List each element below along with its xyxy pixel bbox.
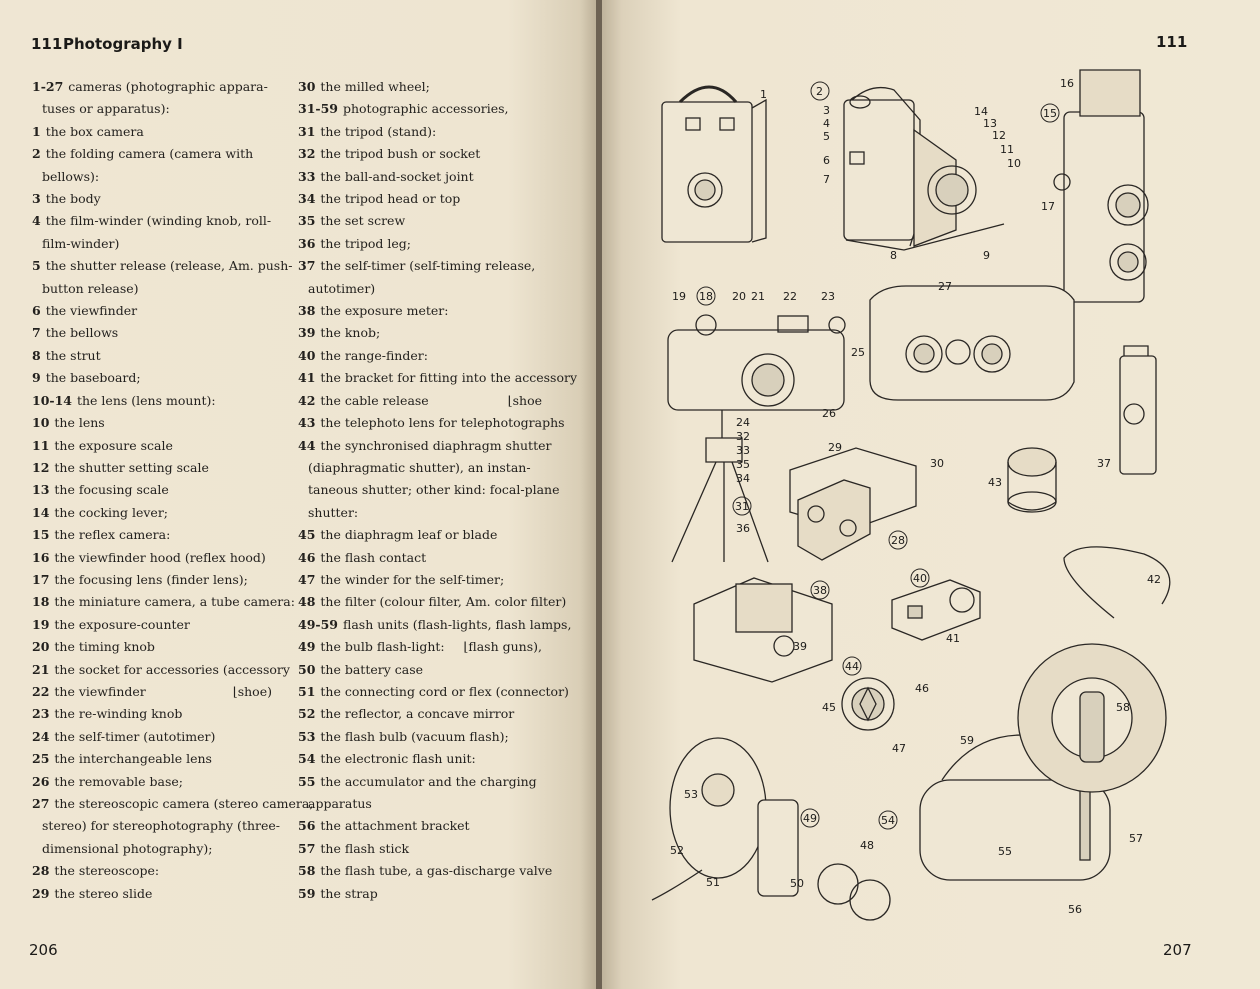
glossary-entry xyxy=(298,233,542,255)
glossary-entry xyxy=(298,659,542,681)
glossary-entry xyxy=(298,547,542,569)
entry-number: 20 xyxy=(32,639,50,655)
entry-text: the film-winder (winding knob, roll- xyxy=(45,213,272,229)
glossary-entry xyxy=(298,569,542,591)
entry-text: the shutter release (release, Am. push- xyxy=(45,258,293,274)
entry-number: 2 xyxy=(32,146,41,162)
entry-number: 4 xyxy=(32,213,41,229)
callout-18: 18 xyxy=(699,290,713,303)
bulb-flash-illustration xyxy=(652,738,798,900)
entry-text: the re-winding knob xyxy=(54,706,183,722)
left-page xyxy=(0,0,598,989)
filter-illustration xyxy=(818,864,890,920)
entry-number: 29 xyxy=(32,885,50,901)
glossary-entry xyxy=(32,838,282,860)
entry-number: 25 xyxy=(32,751,50,767)
entry-number: 13 xyxy=(32,482,50,498)
entry-text: bellows): xyxy=(42,168,100,184)
glossary-entry xyxy=(298,300,542,322)
entry-number: 17 xyxy=(32,571,50,587)
callout-11: 11 xyxy=(1000,143,1014,156)
glossary-entry xyxy=(298,815,542,837)
callout-16: 16 xyxy=(1060,77,1074,90)
reflex-camera-illustration xyxy=(1054,70,1148,302)
entry-number: 6 xyxy=(32,303,41,319)
entry-text: the viewfinder xyxy=(54,683,146,699)
callout-55: 55 xyxy=(998,845,1012,858)
entry-text: the knob; xyxy=(320,325,381,341)
glossary-entry xyxy=(32,479,272,501)
callout-21: 21 xyxy=(751,290,765,303)
glossary-entry xyxy=(298,726,542,748)
entry-text: the tripod head or top xyxy=(320,191,461,207)
entry-number: 10 xyxy=(32,415,50,431)
entry-text: the strap xyxy=(320,885,378,901)
self-timer-illustration xyxy=(1120,346,1156,474)
entry-number: 41 xyxy=(298,370,316,386)
entry-number: 12 xyxy=(32,459,50,475)
entry-text: the lens (lens mount): xyxy=(76,392,216,408)
callout-51: 51 xyxy=(706,876,720,889)
callout-4: 4 xyxy=(823,117,830,130)
entry-text: the cocking lever; xyxy=(54,504,169,520)
callout-57: 57 xyxy=(1129,832,1143,845)
glossary-entry xyxy=(32,793,314,815)
entry-number: 18 xyxy=(32,594,50,610)
callout-14: 14 xyxy=(974,105,988,118)
entry-number: 8 xyxy=(32,347,41,363)
glossary-entry xyxy=(298,345,542,367)
entry-text: the telephoto lens for telephotographs xyxy=(320,415,565,431)
callout-26: 26 xyxy=(822,407,836,420)
glossary-entry xyxy=(298,210,542,232)
entry-text: the electronic flash unit: xyxy=(320,751,476,767)
page-header-number: 111 xyxy=(31,35,63,53)
entry-number: 11 xyxy=(32,437,50,453)
entry-text: the winder for the self-timer; xyxy=(320,571,505,587)
glossary-entry xyxy=(298,479,560,501)
callout-3: 3 xyxy=(823,104,830,117)
entry-text: the exposure meter: xyxy=(320,303,449,319)
callout-33: 33 xyxy=(736,444,750,457)
entry-number: 28 xyxy=(32,863,50,879)
callout-38: 38 xyxy=(813,584,827,597)
glossary-entry xyxy=(32,681,272,703)
entry-number: 49 xyxy=(298,639,316,655)
entry-text: the self-timer (autotimer) xyxy=(54,728,216,744)
entry-number: 37 xyxy=(298,258,316,274)
entry-number: 7 xyxy=(32,325,41,341)
callout-58: 58 xyxy=(1116,701,1130,714)
callout-37: 37 xyxy=(1097,457,1111,470)
entry-text: the interchangeable lens xyxy=(54,751,212,767)
callout-40: 40 xyxy=(913,572,927,585)
entry-number: 15 xyxy=(32,527,50,543)
callout-54: 54 xyxy=(881,814,895,827)
entry-text: the baseboard; xyxy=(45,370,141,386)
entry-text: the tripod leg; xyxy=(320,235,411,251)
glossary-entry xyxy=(298,255,542,277)
glossary-entry xyxy=(298,98,542,120)
callout-59: 59 xyxy=(960,734,974,747)
glossary-entry xyxy=(32,748,272,770)
entry-number: 39 xyxy=(298,325,316,341)
entry-number: 52 xyxy=(298,706,316,722)
entry-text: the bracket for fitting into the accessory xyxy=(320,370,578,386)
glossary-entry xyxy=(32,726,272,748)
page-header-title: Photography I xyxy=(63,35,183,53)
glossary-entry xyxy=(298,636,542,658)
callout-24: 24 xyxy=(736,416,750,429)
entry-text: the removable base; xyxy=(54,773,183,789)
glossary-entry xyxy=(298,278,552,300)
glossary-entry xyxy=(32,659,290,681)
telephoto-lens-illustration xyxy=(1008,448,1056,512)
box-camera-illustration xyxy=(662,87,766,242)
callout-47: 47 xyxy=(892,742,906,755)
entry-text: taneous shutter; other kind: focal-plane xyxy=(308,482,560,498)
glossary-entry xyxy=(32,591,295,613)
entry-number: 50 xyxy=(298,661,316,677)
entry-text: (diaphragmatic shutter), an instan- xyxy=(308,459,531,475)
glossary-entry xyxy=(32,636,272,658)
callout-35: 35 xyxy=(736,458,750,471)
entry-number: 31 xyxy=(298,123,316,139)
entry-number: 3 xyxy=(32,191,41,207)
callout-46: 46 xyxy=(915,682,929,695)
entry-text: button release) xyxy=(42,280,139,296)
callout-49: 49 xyxy=(803,812,817,825)
entry-number: 59 xyxy=(298,885,316,901)
entry-number: 21 xyxy=(32,661,50,677)
callout-10: 10 xyxy=(1007,157,1021,170)
entry-number: 44 xyxy=(298,437,316,453)
entry-text: the flash stick xyxy=(320,840,410,856)
entry-text: the reflector, a concave mirror xyxy=(320,706,515,722)
entry-overflow-text: ⌊shoe) xyxy=(232,683,272,699)
glossary-entry xyxy=(32,143,272,165)
callout-34: 34 xyxy=(736,472,750,485)
callout-29: 29 xyxy=(828,441,842,454)
entry-number: 16 xyxy=(32,549,50,565)
entry-text: the tripod (stand): xyxy=(320,123,437,139)
glossary-entry xyxy=(298,76,542,98)
glossary-entry xyxy=(32,278,282,300)
callout-45: 45 xyxy=(822,701,836,714)
glossary-entry xyxy=(298,793,552,815)
flash-reflector-illustration xyxy=(1018,644,1166,792)
callout-56: 56 xyxy=(1068,903,1082,916)
glossary-entry xyxy=(298,748,542,770)
entry-number: 36 xyxy=(298,235,316,251)
glossary-entry xyxy=(298,121,542,143)
entry-text: the timing knob xyxy=(54,639,155,655)
entry-text: dimensional photography); xyxy=(42,840,213,856)
page-number-right: 207 xyxy=(1163,941,1192,959)
entry-text: the lens xyxy=(54,415,105,431)
entry-text: the connecting cord or flex (connector) xyxy=(320,683,569,699)
callout-32: 32 xyxy=(736,430,750,443)
entry-number: 46 xyxy=(298,549,316,565)
glossary-entry xyxy=(298,188,542,210)
glossary-entry xyxy=(32,300,272,322)
entry-number: 10-14 xyxy=(32,392,72,408)
callout-9: 9 xyxy=(983,249,990,262)
entry-number: 47 xyxy=(298,571,316,587)
entry-text: the shutter setting scale xyxy=(54,459,209,475)
callout-17: 17 xyxy=(1041,200,1055,213)
glossary-entry xyxy=(298,771,542,793)
entry-number: 32 xyxy=(298,146,316,162)
callout-27: 27 xyxy=(938,280,952,293)
entry-text: the cable release xyxy=(320,392,429,408)
entry-number: 49-59 xyxy=(298,616,338,632)
camera-illustrations xyxy=(602,0,1260,989)
glossary-entry xyxy=(32,815,282,837)
entry-number: 1-27 xyxy=(32,79,64,94)
glossary-entry xyxy=(32,76,272,98)
entry-text: the flash tube, a gas-discharge valve xyxy=(320,863,553,879)
glossary-entry xyxy=(298,860,553,882)
callout-20: 20 xyxy=(732,290,746,303)
entry-text: the bulb flash-light: xyxy=(320,639,445,655)
entry-number: 57 xyxy=(298,840,316,856)
callout-31: 31 xyxy=(735,500,749,513)
entry-number: 26 xyxy=(32,773,50,789)
glossary-entry xyxy=(298,322,542,344)
entry-text: the exposure scale xyxy=(54,437,173,453)
callout-1: 1 xyxy=(760,88,767,101)
glossary-entry xyxy=(32,210,272,232)
callout-19: 19 xyxy=(672,290,686,303)
entry-text: the stereoscope: xyxy=(54,863,160,879)
entry-text: the exposure-counter xyxy=(54,616,190,632)
entry-number: 42 xyxy=(298,392,316,408)
entry-text: the viewfinder xyxy=(45,303,138,319)
entry-text: the ball-and-socket joint xyxy=(320,168,474,184)
glossary-entry xyxy=(298,502,552,524)
entry-number: 5 xyxy=(32,258,41,274)
callout-28: 28 xyxy=(891,534,905,547)
entry-overflow-text: ⌊flash guns), xyxy=(463,639,542,655)
entry-number: 27 xyxy=(32,796,50,811)
entry-text: stereo) for stereophotography (three- xyxy=(42,818,281,834)
callout-25: 25 xyxy=(851,346,865,359)
glossary-entry xyxy=(32,883,272,905)
entry-text: the miniature camera, a tube camera: xyxy=(54,594,295,610)
entry-text: the bellows xyxy=(45,325,119,341)
entry-text: the stereoscopic camera (stereo camera, xyxy=(54,796,314,811)
entry-text: cameras (photographic appara- xyxy=(68,79,268,94)
glossary-entry xyxy=(32,233,282,255)
entry-overflow-text: ⌊shoe xyxy=(507,392,542,408)
range-finder-illustration xyxy=(892,580,980,640)
callout-48: 48 xyxy=(860,839,874,852)
glossary-entry xyxy=(32,188,272,210)
right-page xyxy=(602,0,1260,989)
glossary-entry xyxy=(298,166,542,188)
entry-number: 33 xyxy=(298,168,316,184)
glossary-entry xyxy=(298,681,569,703)
glossary-entry xyxy=(32,502,272,524)
callout-44: 44 xyxy=(845,660,859,673)
entry-number: 54 xyxy=(298,751,316,767)
entry-number: 40 xyxy=(298,347,316,363)
entry-number: 48 xyxy=(298,594,316,610)
shutter-illustration xyxy=(842,678,894,730)
glossary-entry xyxy=(32,614,272,636)
entry-text: shutter: xyxy=(308,504,359,520)
entry-number: 53 xyxy=(298,728,316,744)
entry-text: the focusing scale xyxy=(54,482,169,498)
entry-text: the strut xyxy=(45,347,101,363)
entry-text: apparatus xyxy=(308,796,372,811)
glossary-entry xyxy=(32,345,272,367)
entry-number: 34 xyxy=(298,191,316,207)
entry-number: 23 xyxy=(32,706,50,722)
glossary-entry xyxy=(32,121,272,143)
glossary-entry xyxy=(32,255,293,277)
glossary-entry xyxy=(32,435,272,457)
entry-text: the synchronised diaphragm shutter xyxy=(320,437,552,453)
callout-43: 43 xyxy=(988,476,1002,489)
glossary-entry xyxy=(32,367,272,389)
entry-column-2 xyxy=(298,76,578,905)
entry-number: 51 xyxy=(298,683,316,699)
entry-text: flash units (flash-lights, flash lamps, xyxy=(342,616,572,632)
entry-number: 58 xyxy=(298,863,316,879)
entry-text: the battery case xyxy=(320,661,424,677)
entry-text: the diaphragm leaf or blade xyxy=(320,527,498,543)
callout-39: 39 xyxy=(793,640,807,653)
callout-2: 2 xyxy=(816,85,823,98)
glossary-entry xyxy=(32,860,272,882)
glossary-entry xyxy=(298,591,567,613)
entry-text: tuses or apparatus): xyxy=(42,101,170,117)
entry-text: the attachment bracket xyxy=(320,818,470,834)
glossary-entry xyxy=(298,390,542,412)
glossary-entry xyxy=(32,98,282,120)
glossary-entry xyxy=(298,614,572,636)
glossary-entry xyxy=(298,412,565,434)
entry-number: 43 xyxy=(298,415,316,431)
entry-number: 22 xyxy=(32,683,50,699)
entry-number: 24 xyxy=(32,728,50,744)
page-number-left: 206 xyxy=(29,941,58,959)
entry-text: the reflex camera: xyxy=(54,527,171,543)
entry-text: the socket for accessories (accessory xyxy=(54,661,290,677)
glossary-entry xyxy=(32,412,272,434)
callout-7: 7 xyxy=(823,173,830,186)
entry-number: 9 xyxy=(32,370,41,386)
entry-number: 55 xyxy=(298,773,316,789)
entry-text: the flash bulb (vacuum flash); xyxy=(320,728,509,744)
entry-number: 14 xyxy=(32,504,50,520)
callout-53: 53 xyxy=(684,788,698,801)
glossary-entry xyxy=(298,143,542,165)
glossary-entry xyxy=(32,524,272,546)
entry-text: the range-finder: xyxy=(320,347,428,363)
glossary-entry xyxy=(298,524,542,546)
entry-text: the viewfinder hood (reflex hood) xyxy=(54,549,266,565)
glossary-entry xyxy=(32,166,282,188)
callout-36: 36 xyxy=(736,522,750,535)
callout-23: 23 xyxy=(821,290,835,303)
glossary-entry xyxy=(298,457,552,479)
entry-text: the box camera xyxy=(45,123,144,139)
entry-text: photographic accessories, xyxy=(342,101,509,117)
entry-number: 1 xyxy=(32,123,41,139)
glossary-entry xyxy=(32,547,272,569)
entry-text: film-winder) xyxy=(42,235,120,251)
entry-number: 35 xyxy=(298,213,316,229)
glossary-entry xyxy=(298,435,552,457)
entry-text: the filter (colour filter, Am. color filter) xyxy=(320,594,567,610)
entry-text: the body xyxy=(45,191,101,207)
entry-text: the self-timer (self-timing release, xyxy=(320,258,536,274)
entry-text: the folding camera (camera with xyxy=(45,146,254,162)
callout-5: 5 xyxy=(823,130,830,143)
callout-8: 8 xyxy=(890,249,897,262)
glossary-entry xyxy=(32,703,272,725)
callout-30: 30 xyxy=(930,457,944,470)
entry-number: 30 xyxy=(298,79,316,94)
glossary-entry xyxy=(32,771,272,793)
glossary-entry xyxy=(298,838,542,860)
glossary-entry xyxy=(32,390,272,412)
entry-text: the milled wheel; xyxy=(320,79,430,94)
entry-number: 45 xyxy=(298,527,316,543)
entry-number: 38 xyxy=(298,303,316,319)
entry-number: 19 xyxy=(32,616,50,632)
callout-50: 50 xyxy=(790,877,804,890)
stereo-camera-illustration xyxy=(870,286,1074,400)
glossary-entry xyxy=(32,457,272,479)
glossary-entry xyxy=(298,883,542,905)
entry-text: the tripod bush or socket xyxy=(320,146,481,162)
page-header-number-right: 111 xyxy=(1156,33,1188,51)
entry-text: the set screw xyxy=(320,213,406,229)
glossary-entry xyxy=(32,569,272,591)
callout-52: 52 xyxy=(670,844,684,857)
entry-text: the stereo slide xyxy=(54,885,153,901)
callout-12: 12 xyxy=(992,129,1006,142)
callout-15: 15 xyxy=(1043,107,1057,120)
glossary-entry xyxy=(32,322,272,344)
entry-text: the focusing lens (finder lens); xyxy=(54,571,248,587)
entry-text: the flash contact xyxy=(320,549,427,565)
callout-6: 6 xyxy=(823,154,830,167)
glossary-entry xyxy=(298,703,542,725)
entry-text: autotimer) xyxy=(308,280,376,296)
callout-22: 22 xyxy=(783,290,797,303)
callout-13: 13 xyxy=(983,117,997,130)
callout-42: 42 xyxy=(1147,573,1161,586)
glossary-entry xyxy=(298,367,578,389)
callout-41: 41 xyxy=(946,632,960,645)
entry-number: 31-59 xyxy=(298,101,338,117)
entry-text: the accumulator and the charging xyxy=(320,773,537,789)
entry-number: 56 xyxy=(298,818,316,834)
